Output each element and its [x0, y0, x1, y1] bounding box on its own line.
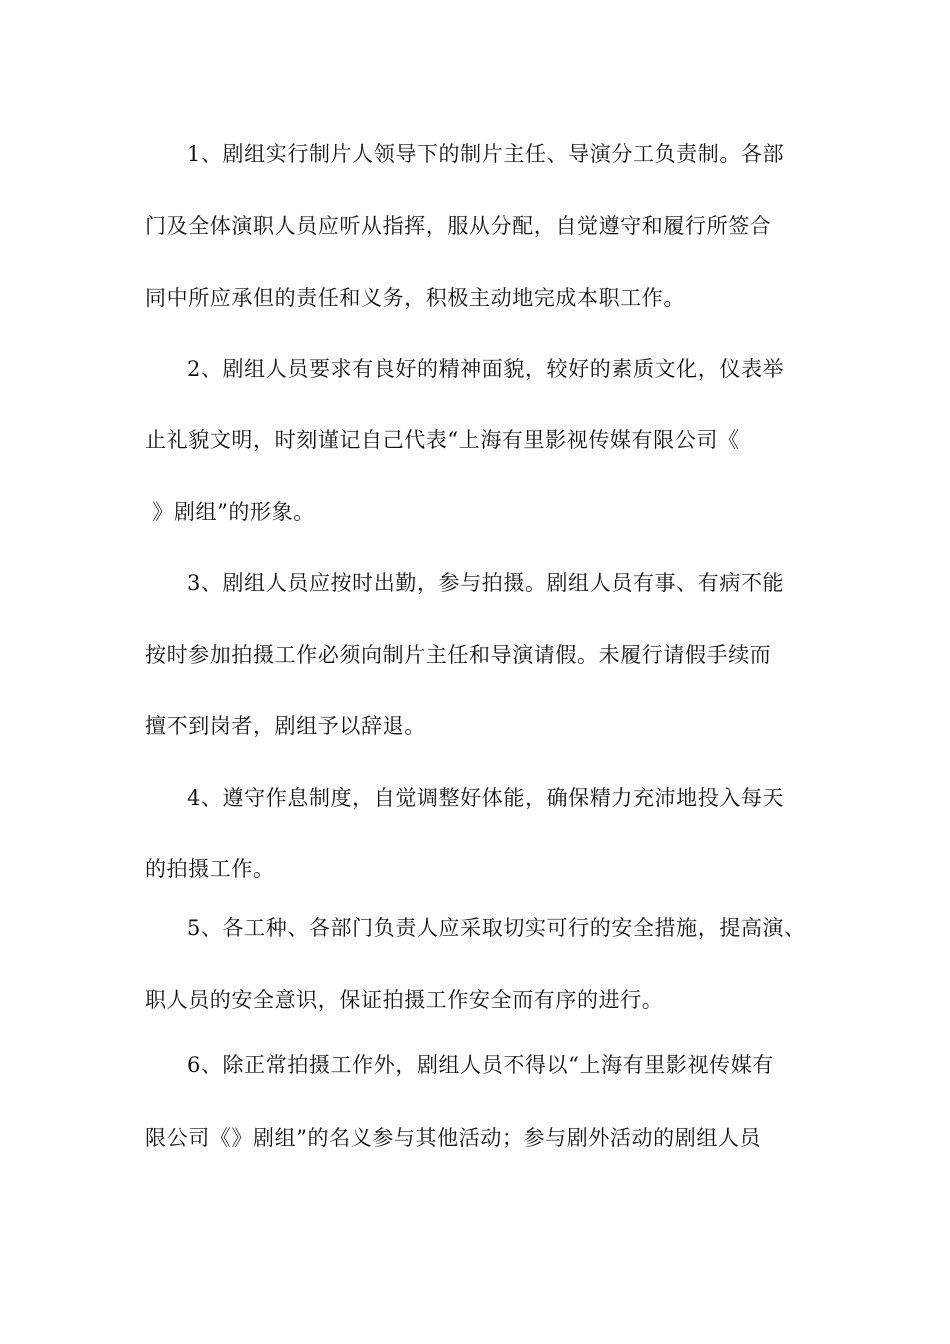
rule-1-line-2: 门及全体演职人员应听从指挥，服从分配，自觉遵守和履行所签合 — [145, 214, 772, 238]
rule-6-line-1: 6、除正常拍摄工作外，剧组人员不得以“上海有里影视传媒有 — [187, 1053, 774, 1077]
rule-1-line-1: 1、剧组实行制片人领导下的制片主任、导演分工负责制。各部 — [187, 142, 785, 166]
rule-3-line-2: 按时参加拍摄工作必须向制片主任和导演请假。未履行请假手续而 — [145, 643, 772, 667]
rule-3-line-1: 3、剧组人员应按时出勤，参与拍摄。剧组人员有事、有病不能 — [187, 571, 785, 595]
rule-2-line-2: 止礼貌文明，时刻谨记自己代表“上海有里影视传媒有限公司《 — [145, 428, 740, 452]
rule-4-line-2: 的拍摄工作。 — [145, 857, 275, 881]
rule-5-line-1: 5、各工种、各部门负责人应采取切实可行的安全措施，提高演、 — [187, 916, 806, 940]
rule-1-line-3: 同中所应承但的责任和义务，积极主动地完成本职工作。 — [145, 286, 685, 310]
rule-2-line-1: 2、剧组人员要求有良好的精神面貌，较好的素质文化，仪表举 — [187, 357, 785, 381]
rule-2-line-3: 》剧组”的形象。 — [145, 500, 315, 524]
rule-4-line-1: 4、遵守作息制度，自觉调整好体能，确保精力充沛地投入每天 — [187, 786, 785, 810]
rule-5-line-2: 职人员的安全意识，保证拍摄工作安全而有序的进行。 — [145, 988, 664, 1012]
rule-3-line-3: 擅不到岗者，剧组予以辞退。 — [145, 714, 426, 738]
rule-6-line-2: 限公司《》剧组”的名义参与其他活动；参与剧外活动的剧组人员 — [145, 1126, 762, 1150]
